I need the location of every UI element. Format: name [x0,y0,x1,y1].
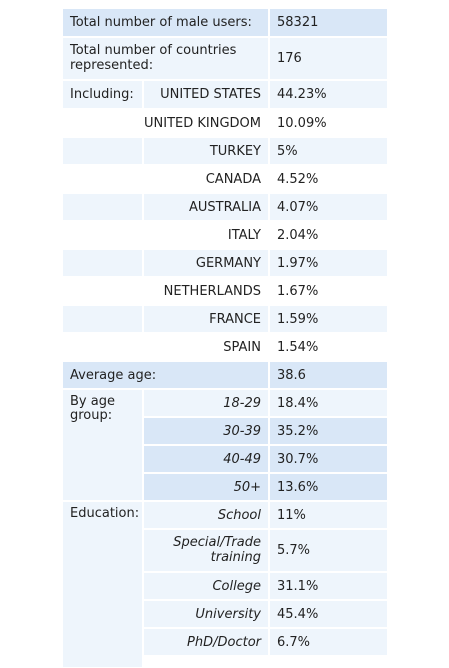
age-group-percent: 13.6% [270,474,387,500]
age-group-label: By age group: [63,390,142,500]
country-name: NETHERLANDS [144,278,268,304]
country-percent: 5% [270,138,387,164]
age-group-row [63,474,387,500]
label-spacer [63,250,142,276]
education-level: College [144,573,268,599]
education-row [63,601,387,627]
country-name: SPAIN [144,334,268,360]
country-name: CANADA [144,166,268,192]
education-row [63,502,387,528]
age-group-row [63,390,387,416]
country-name: TURKEY [144,138,268,164]
country-percent: 1.97% [270,250,387,276]
age-group-percent: 35.2% [270,418,387,444]
country-percent: 1.54% [270,334,387,360]
country-name: FRANCE [144,306,268,332]
label-spacer [63,306,142,332]
age-group-row [63,446,387,472]
label-spacer [63,110,142,136]
country-name: UNITED KINGDOM [144,110,268,136]
country-name: UNITED STATES [144,81,268,108]
age-group-percent: 30.7% [270,446,387,472]
total-male-users-label: Total number of male users: [63,9,268,36]
country-row [63,166,387,192]
label-spacer [63,334,142,360]
education-percent: 6.7% [270,629,387,655]
education-level: Special/Trade training [144,530,268,571]
label-spacer [63,138,142,164]
average-age-row [63,362,387,388]
label-spacer [63,278,142,304]
country-row [63,334,387,360]
including-label: Including: [63,81,142,108]
education-level: PhD/Doctor [144,629,268,655]
total-countries-value: 176 [270,38,387,79]
education-label: Education: [63,502,142,667]
age-group-row [63,418,387,444]
education-percent: 5.7% [270,530,387,571]
average-age-value: 38.6 [270,362,387,388]
age-group-name: 40-49 [144,446,268,472]
country-row [63,222,387,248]
country-percent: 4.52% [270,166,387,192]
country-name: AUSTRALIA [144,194,268,220]
education-percent: 45.4% [270,601,387,627]
country-percent: 1.67% [270,278,387,304]
education-row [63,573,387,599]
age-group-percent: 18.4% [270,390,387,416]
country-percent: 1.59% [270,306,387,332]
age-group-name: 30-39 [144,418,268,444]
education-percent: 11% [270,502,387,528]
education-percent: 31.1% [270,573,387,599]
country-percent: 44.23% [270,81,387,108]
country-percent: 10.09% [270,110,387,136]
label-spacer [63,222,142,248]
country-row [63,110,387,136]
education-row [63,629,387,655]
age-group-name: 50+ [144,474,268,500]
country-row [63,194,387,220]
education-level: University [144,601,268,627]
age-group-name: 18-29 [144,390,268,416]
country-row [63,250,387,276]
country-name: ITALY [144,222,268,248]
country-percent: 4.07% [270,194,387,220]
education-level: School [144,502,268,528]
label-spacer [63,194,142,220]
country-row [63,306,387,332]
country-name: GERMANY [144,250,268,276]
total-countries-row [63,38,387,79]
education-row [63,530,387,571]
label-spacer [63,166,142,192]
country-percent: 2.04% [270,222,387,248]
average-age-label: Average age: [63,362,268,388]
total-male-users-row [63,9,387,36]
country-row [63,138,387,164]
country-row [63,278,387,304]
total-male-users-value: 58321 [270,9,387,36]
total-countries-label: Total number of countries represented: [63,38,268,79]
country-row [63,81,387,108]
